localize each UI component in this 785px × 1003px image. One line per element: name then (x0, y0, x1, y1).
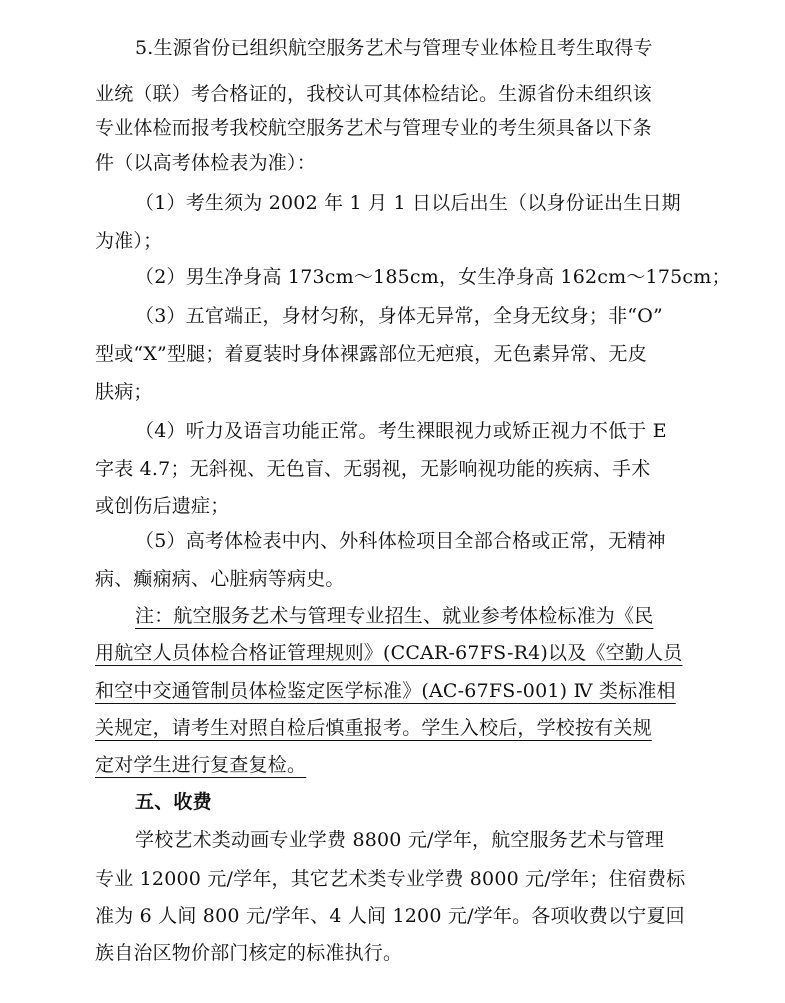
section-heading-fees: 五、收费 (135, 791, 212, 813)
condition-1-line-1: （1）考生须为 2002 年 1 月 1 日以后出生（以身份证出生日期 (135, 192, 681, 214)
condition-3-line-1: （3）五官端正，身材匀称，身体无异常，全身无纹身；非“O” (135, 305, 663, 327)
condition-4-line-1: （4）听力及语言功能正常。考生裸眼视力或矫正视力不低于 E (135, 420, 667, 442)
condition-5-line-1: （5）高考体检表中内、外科体检项目全部合格或正常，无精神 (135, 530, 666, 552)
fees-line-4: 族自治区物价部门核定的标准执行。 (95, 942, 403, 964)
paragraph-5-line-4: 件（以高考体检表为准）： (95, 152, 316, 174)
fees-line-1: 学校艺术类动画专业学费 8800 元/学年，航空服务艺术与管理 (135, 829, 665, 851)
paragraph-5-line-3: 专业体检而报考我校航空服务艺术与管理专业的考生须具备以下条 (95, 117, 652, 139)
condition-3-line-3: 肤病； (95, 381, 153, 403)
fees-line-2: 专业 12000 元/学年，其它艺术类专业学费 8000 元/学年；住宿费标 (95, 868, 686, 890)
condition-4-line-2: 字表 4.7；无斜视、无色盲、无弱视，无影响视功能的疾病、手术 (95, 458, 651, 480)
paragraph-5-line-2: 业统（联）考合格证的，我校认可其体检结论。生源省份未组织该 (95, 83, 652, 105)
note-line-4: 关规定，请考生对照自检后慎重报考。学生入校后，学校按有关规 (95, 717, 652, 739)
condition-3-line-2: 型或“X”型腿；着夏装时身体裸露部位无疤痕，无色素异常、无皮 (95, 343, 647, 365)
note-line-2: 用航空人员体检合格证管理规则》(CCAR-67FS-R4)以及《空勤人员 (95, 642, 683, 664)
condition-1-line-2: 为准）； (95, 230, 163, 252)
fees-line-3: 准为 6 人间 800 元/学年、4 人间 1200 元/学年。各项收费以宁夏回 (95, 905, 685, 927)
condition-2-line-1: （2）男生净身高 173cm～185cm，女生净身高 162cm～175cm； (135, 266, 731, 288)
note-line-5: 定对学生进行复查复检。 (95, 754, 307, 776)
note-line-3: 和空中交通管制员体检鉴定医学标准》(AC-67FS-001) Ⅳ 类标准相 (95, 680, 676, 702)
condition-4-line-3: 或创伤后遗症； (95, 495, 230, 517)
condition-5-line-2: 病、癫痫病、心脏病等病史。 (95, 568, 345, 590)
note-line-1: 注：航空服务艺术与管理专业招生、就业参考体检标准为《民 (135, 605, 654, 627)
paragraph-5-line-1: 5.生源省份已组织航空服务艺术与管理专业体检且考生取得专 (135, 37, 653, 59)
